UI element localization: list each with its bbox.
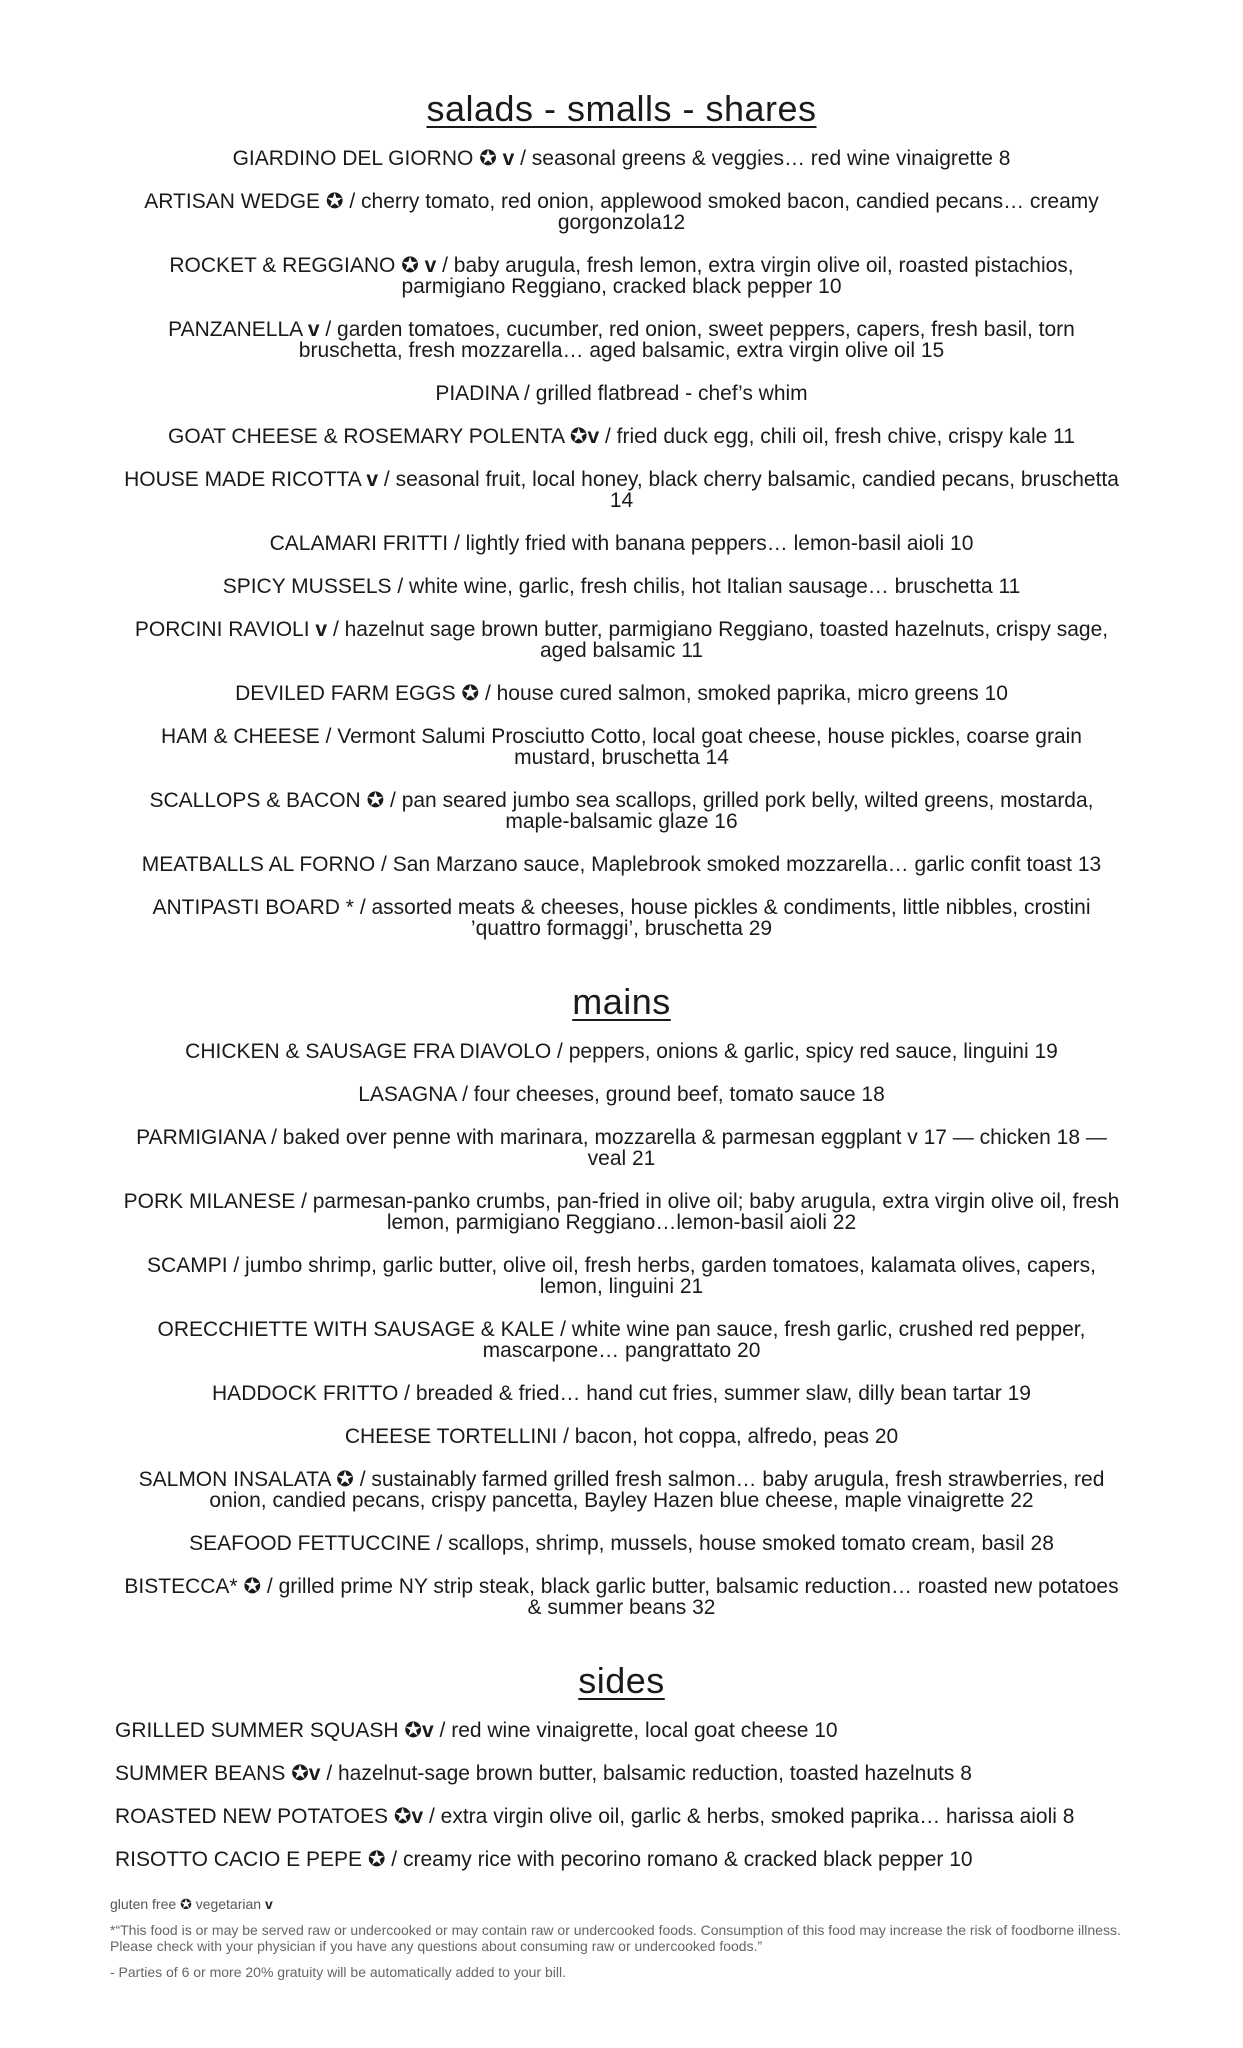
menu-item — [110, 1127, 1133, 1169]
dietary-marks-icon: v — [366, 468, 379, 491]
menu-item — [110, 897, 1133, 939]
menu-item-name: PARMIGIANA — [136, 1126, 266, 1149]
dietary-marks-icon: ✪v — [393, 1805, 424, 1828]
menu-item-name: RISOTTO CACIO E PEPE — [115, 1848, 362, 1871]
dietary-marks-icon: v — [315, 618, 328, 641]
menu-item-description: / pan seared jumbo sea scallops, grilled pork belly, wilted greens, mostarda, maple-balsamic glaze 16 — [390, 789, 1094, 833]
menu-item — [110, 683, 1133, 704]
menu-item — [110, 1084, 1133, 1105]
section-salads — [110, 88, 1133, 939]
menu-item — [110, 576, 1133, 597]
menu-item-description: / garden tomatoes, cucumber, red onion, sweet peppers, capers, fresh basil, torn bruschetta, fresh mozzarella… aged balsamic, extra virgin olive oil 15 — [298, 318, 1075, 362]
menu-item-name: PIADINA — [435, 382, 519, 405]
menu-item-description: / breaded & fried… hand cut fries, summer slaw, dilly bean tartar 19 — [404, 1382, 1031, 1405]
menu-item-description: / white wine pan sauce, fresh garlic, crushed red pepper, mascarpone… pangrattato 20 — [482, 1318, 1086, 1362]
menu-item-name: GIARDINO DEL GIORNO — [232, 147, 474, 170]
dietary-marks-icon: ✪ v — [401, 254, 437, 277]
menu-item — [110, 1255, 1133, 1297]
menu-item — [110, 255, 1133, 297]
menu-item-description: / red wine vinaigrette, local goat cheese 10 — [439, 1719, 838, 1742]
menu-item-description: / seasonal fruit, local honey, black cherry balsamic, candied pecans, bruschetta 14 — [383, 468, 1119, 512]
menu-item — [110, 1806, 1133, 1827]
menu-item-name: SPICY MUSSELS — [222, 575, 392, 598]
menu-item-description: / fried duck egg, chili oil, fresh chive, crispy kale 11 — [604, 425, 1075, 448]
menu-item-name: ROASTED NEW POTATOES — [115, 1805, 389, 1828]
menu-item-name: CHICKEN & SAUSAGE FRA DIAVOLO — [185, 1040, 552, 1063]
menu-item-name: ORECCHIETTE WITH SAUSAGE & KALE — [157, 1318, 555, 1341]
dietary-marks-icon: ✪ — [325, 190, 344, 213]
menu-item-description: / parmesan-panko crumbs, pan-fried in olive oil; baby arugula, extra virgin olive oil, fresh lemon, parmigiano Reggiano…lemon-basil aioli 22 — [301, 1190, 1120, 1234]
section-title-sides: sides — [578, 1660, 665, 1701]
menu-item-description: / grilled flatbread - chef’s whim — [524, 382, 808, 405]
menu-item — [110, 1426, 1133, 1447]
menu-item-description: / sustainably farmed grilled fresh salmon… baby arugula, fresh strawberries, red onion, candied pecans, crispy pancetta, Bayley Hazen blue cheese, maple vinaigrette 22 — [209, 1468, 1105, 1512]
menu-item-description: / San Marzano sauce, Maplebrook smoked mozzarella… garlic confit toast 13 — [381, 853, 1102, 876]
menu-item — [110, 1191, 1133, 1233]
menu-item-description: / grilled prime NY strip steak, black garlic butter, balsamic reduction… roasted new potatoes & summer beans 32 — [266, 1575, 1119, 1619]
menu-item — [110, 854, 1133, 875]
menu-item-description: / four cheeses, ground beef, tomato sauce 18 — [462, 1083, 885, 1106]
legend-vegetarian-label: vegetarian — [195, 1896, 262, 1912]
dietary-marks-icon: v — [307, 318, 320, 341]
menu-item-name: SEAFOOD FETTUCCINE — [189, 1532, 431, 1555]
menu-item — [110, 1763, 1133, 1784]
menu-item-description: / bacon, hot coppa, alfredo, peas 20 — [563, 1425, 899, 1448]
menu-item-name: PORCINI RAVIOLI — [134, 618, 310, 641]
menu-item-name: PORK MILANESE — [123, 1190, 296, 1213]
menu-item-description: / peppers, onions & garlic, spicy red sauce, linguini 19 — [557, 1040, 1058, 1063]
section-sides — [110, 1660, 1133, 1870]
menu-item — [110, 148, 1133, 169]
mains-list — [110, 1041, 1133, 1618]
section-title-mains: mains — [572, 981, 671, 1022]
dietary-marks-icon: ✪ v — [479, 147, 515, 170]
menu-item-name: SALMON INSALATA — [138, 1468, 331, 1491]
menu-item — [110, 1849, 1133, 1870]
menu-item-description: / creamy rice with pecorino romano & cracked black pepper 10 — [391, 1848, 973, 1871]
menu-item — [110, 1576, 1133, 1618]
dietary-legend — [110, 1896, 1133, 1912]
menu-item-description: / seasonal greens & veggies… red wine vinaigrette 8 — [520, 147, 1011, 170]
menu-item-name: SCAMPI — [147, 1254, 228, 1277]
menu-item — [110, 1383, 1133, 1404]
menu-item — [110, 319, 1133, 361]
menu-item-description: / baked over penne with marinara, mozzarella & parmesan eggplant v 17 — chicken 18 — veal 21 — [271, 1126, 1107, 1170]
menu-item-name: GOAT CHEESE & ROSEMARY POLENTA — [168, 425, 565, 448]
raw-food-disclaimer: *“This food is or may be served raw or undercooked or may contain raw or undercooked foods. Consumption of this food may increase the risk of foodborne illness. Please check with your physician if you have any questions about consuming raw or undercooked foods.” — [110, 1922, 1121, 1954]
menu-item — [110, 1469, 1133, 1511]
menu-item-description: / hazelnut-sage brown butter, balsamic reduction, toasted hazelnuts 8 — [326, 1762, 972, 1785]
dietary-marks-icon: ✪v — [404, 1719, 434, 1742]
salads-list — [110, 148, 1133, 939]
menu-item-name: SUMMER BEANS — [115, 1762, 286, 1785]
menu-item-description: / house cured salmon, smoked paprika, micro greens 10 — [484, 682, 1008, 705]
menu-item — [110, 619, 1133, 661]
menu-item-name: HAM & CHEESE — [161, 725, 320, 748]
menu-footer — [110, 1896, 1133, 1980]
menu-item — [110, 790, 1133, 832]
dietary-marks-icon: ✪ — [367, 1848, 386, 1871]
menu-item — [110, 469, 1133, 511]
menu-item-description: / scallops, shrimp, mussels, house smoked tomato cream, basil 28 — [436, 1532, 1054, 1555]
menu-item-description: / hazelnut sage brown butter, parmigiano Reggiano, toasted hazelnuts, crispy sage, aged balsamic 11 — [332, 618, 1109, 662]
vegetarian-icon: v — [264, 1896, 273, 1912]
menu-item-name: GRILLED SUMMER SQUASH — [115, 1719, 399, 1742]
menu-item-description: / baby arugula, fresh lemon, extra virgin olive oil, roasted pistachios, parmigiano Reggiano, cracked black pepper 10 — [401, 254, 1074, 298]
dietary-marks-icon: ✪v — [569, 425, 600, 448]
menu-item-name: BISTECCA* — [124, 1575, 238, 1598]
menu-item — [110, 533, 1133, 554]
menu-item — [110, 191, 1133, 233]
menu-item-name: DEVILED FARM EGGS — [235, 682, 456, 705]
menu-item-name: ROCKET & REGGIANO — [169, 254, 396, 277]
menu-item-description: / cherry tomato, red onion, applewood smoked bacon, candied pecans… creamy gorgonzola12 — [349, 190, 1099, 234]
menu-item — [110, 1533, 1133, 1554]
menu-item — [110, 726, 1133, 768]
sides-list — [110, 1720, 1133, 1870]
menu-item-description: / extra virgin olive oil, garlic & herbs, smoked paprika… harissa aioli 8 — [429, 1805, 1075, 1828]
menu-item-name: LASAGNA — [358, 1083, 457, 1106]
menu-item — [110, 1041, 1133, 1062]
menu-item-description: / lightly fried with banana peppers… lemon-basil aioli 10 — [453, 532, 974, 555]
dietary-marks-icon: ✪ — [243, 1575, 262, 1598]
dietary-marks-icon: ✪ — [336, 1468, 354, 1491]
dietary-marks-icon: ✪v — [291, 1762, 321, 1785]
menu-item-name: HOUSE MADE RICOTTA — [124, 468, 361, 491]
menu-item — [110, 426, 1133, 447]
menu-item-name: SCALLOPS & BACON — [149, 789, 361, 812]
menu-item — [110, 383, 1133, 404]
menu-item-name: MEATBALLS AL FORNO — [141, 853, 376, 876]
dietary-marks-icon: ✪ — [366, 789, 385, 812]
menu-item-description: / assorted meats & cheeses, house pickles & condiments, little nibbles, crostini ’quattro formaggi’, bruschetta 29 — [359, 896, 1091, 940]
menu-item-name: CHEESE TORTELLINI — [344, 1425, 558, 1448]
dietary-marks-icon: ✪ — [461, 682, 480, 705]
menu-item-name: ANTIPASTI BOARD * — [152, 896, 354, 919]
menu-item-name: ARTISAN WEDGE — [144, 190, 321, 213]
legend-gluten-free-label: gluten free — [110, 1896, 177, 1912]
gratuity-notice: - Parties of 6 or more 20% gratuity will be automatically added to your bill. — [110, 1964, 566, 1980]
gluten-free-icon: ✪ — [180, 1896, 192, 1912]
menu-item-name: PANZANELLA — [168, 318, 303, 341]
menu-item-description: / white wine, garlic, fresh chilis, hot Italian sausage… bruschetta 11 — [397, 575, 1021, 598]
section-title-salads: salads - smalls - shares — [426, 88, 817, 129]
menu-item — [110, 1720, 1133, 1741]
menu-item-description: / Vermont Salumi Prosciutto Cotto, local goat cheese, house pickles, coarse grain mustard, bruschetta 14 — [325, 725, 1082, 769]
menu-item-description: / jumbo shrimp, garlic butter, olive oil, fresh herbs, garden tomatoes, kalamata olives, capers, lemon, linguini 21 — [233, 1254, 1096, 1298]
section-mains — [110, 981, 1133, 1618]
menu-item — [110, 1319, 1133, 1361]
menu-item-name: CALAMARI FRITTI — [269, 532, 449, 555]
menu-item-name: HADDOCK FRITTO — [212, 1382, 399, 1405]
